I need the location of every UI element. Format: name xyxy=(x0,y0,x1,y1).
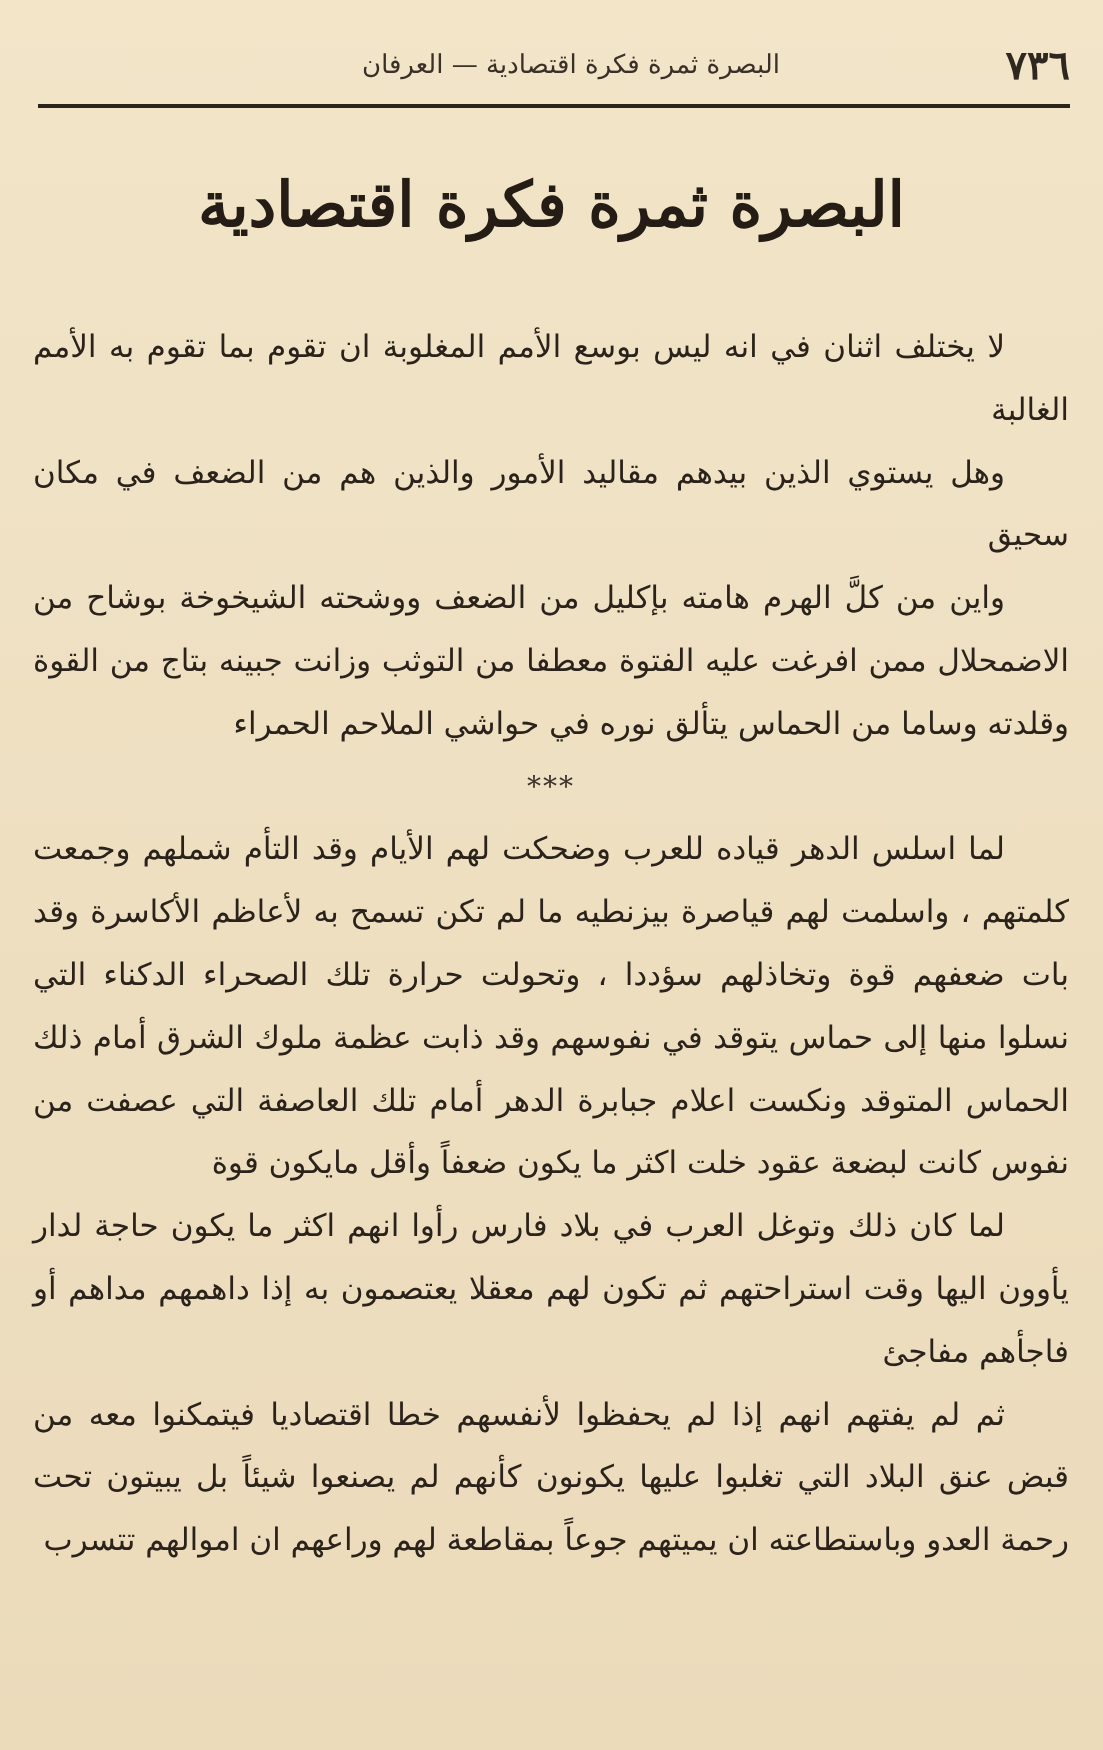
paragraph: لما اسلس الدهر قياده للعرب وضحكت لهم الأيام وقد التأم شملهم وجمعت كلمتهم ، واسلمت لهم قياصرة بيزنطيه ما لم تكن تسمح به لأعاظم الأكاسرة وقد بات ضعفهم قوة وتخاذلهم سؤددا ، وتحولت حرارة تلك الصحراء الدكناء التي نسلوا منها إلى حماس يتوقد في نفوسهم وقد ذابت عظمة ملوك الشرق أمام ذلك الحماس المتوقد ونكست اعلام جبابرة الدهر أمام تلك العاصفة التي عصفت من نفوس كانت لبضعة عقود خلت اكثر ما يكون ضعفاً وأقل مايكون قوة xyxy=(33,831,1069,1182)
article-title: البصرة ثمرة فكرة اقتصادية xyxy=(198,168,905,241)
running-head xyxy=(38,40,1070,96)
running-title: البصرة ثمرة فكرة اقتصادية — العرفان xyxy=(361,50,780,80)
article-body xyxy=(33,316,1069,1572)
paragraph: لما كان ذلك وتوغل العرب في بلاد فارس رأوا انهم اكثر ما يكون حاجة لدار يأوون اليها وقت استراحتهم ثم تكون لهم معقلا يعتصمون به إذا داهمهم مداهم أو فاجأهم مفاجئ xyxy=(33,1208,1069,1370)
paragraph: ثم لم يفتهم انهم إذا لم يحفظوا لأنفسهم خطا اقتصاديا فيتمكنوا معه من قبض عنق البلاد التي تغلبوا عليها يكونون كأنهم لم يصنعوا شيئاً بل يبيتون تحت رحمة العدو وباستطاعته ان يميتهم جوعاً بمقاطعة لهم وراعهم ان اموالهم تتسرب xyxy=(33,1396,1069,1559)
header-rule xyxy=(38,104,1070,108)
paragraph: وهل يستوي الذين بيدهم مقاليد الأمور والذين هم من الضعف في مكان سحيق xyxy=(33,454,1069,554)
paragraph: واين من كلَّ الهرم هامته بإكليل من الضعف ووشحته الشيخوخة بوشاح من الاضمحلال ممن افرغت عليه الفتوة معطفا من التوثب وزانت جبينه بتاج من القوة وقلدته وساما من الحماس يتألق نوره في حواشي الملاحم الحمراء xyxy=(33,580,1069,742)
paragraph: لا يختلف اثنان في انه ليس بوسع الأمم المغلوبة ان تقوم بما تقوم به الأمم الغالبة xyxy=(33,329,1069,428)
page-number: ٧٣٦ xyxy=(1005,42,1070,89)
section-separator: *‎** xyxy=(527,769,575,803)
